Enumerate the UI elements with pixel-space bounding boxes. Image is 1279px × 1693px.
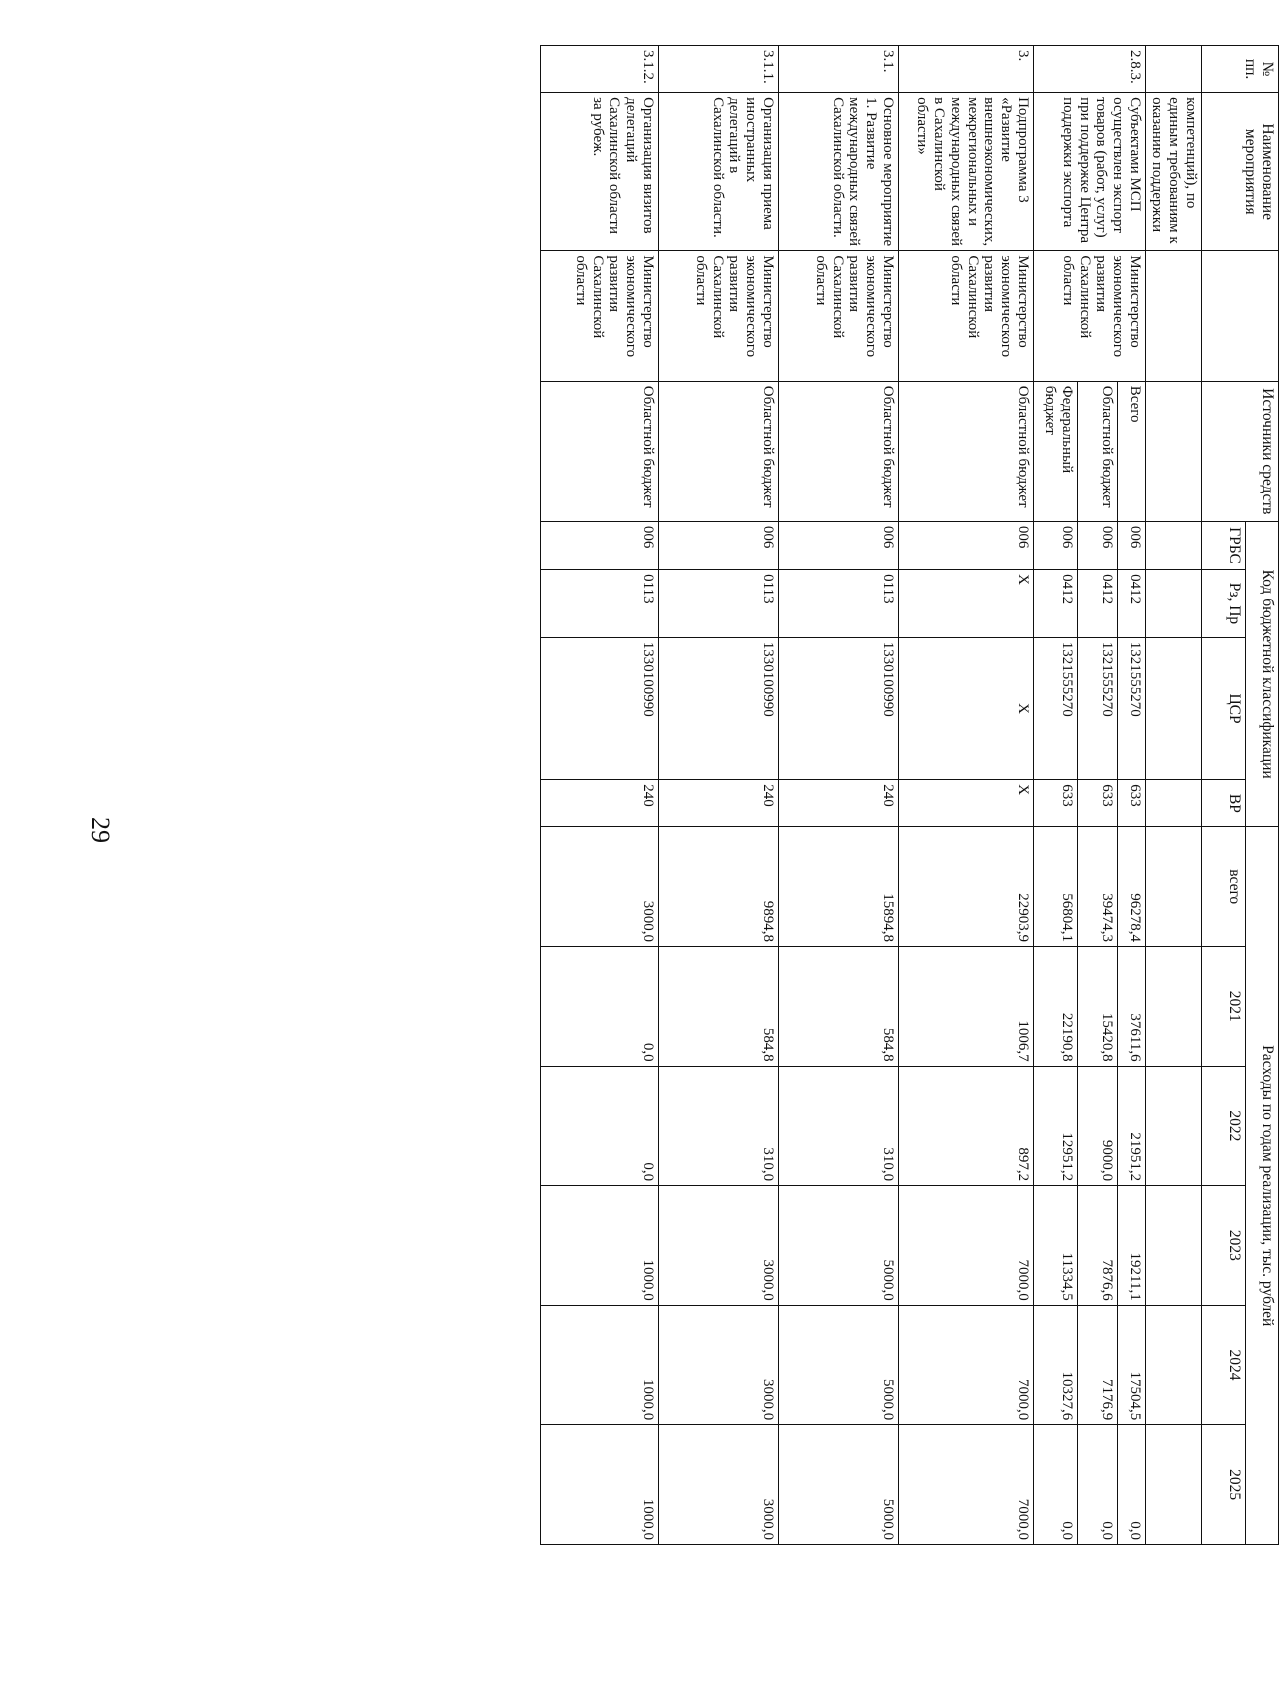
year-2023-cell: 1000,0 <box>541 1186 659 1306</box>
year-2025-cell: 7000,0 <box>899 1425 1034 1545</box>
year-2021-cell: 15420,8 <box>1078 947 1118 1067</box>
executor-cell: Министерство экономического развития Сахалинской области <box>899 251 1034 381</box>
col-grbs-header: ГРБС <box>1202 521 1246 569</box>
year-2024-cell: 5000,0 <box>779 1305 899 1425</box>
rotated-page <box>209 45 1279 1545</box>
table-row <box>659 46 779 1545</box>
grbs-cell: 006 <box>899 521 1034 569</box>
year-2025-cell: 5000,0 <box>779 1425 899 1545</box>
year-2021-cell: 1006,7 <box>899 947 1034 1067</box>
event-name-cell: Основное мероприятие 1. Развитие международных связей Сахалинской области. <box>779 93 899 251</box>
csr-cell: 1321555270 <box>1034 637 1078 780</box>
col-year-2024-header: 2024 <box>1202 1305 1246 1425</box>
col-year-2025-header: 2025 <box>1202 1425 1246 1545</box>
year-2023-cell: 11334,5 <box>1034 1186 1078 1306</box>
total-cell: 96278,4 <box>1118 827 1146 947</box>
executor-cell: Министерство экономического развития Сахалинской области <box>541 251 659 381</box>
table-row <box>541 46 659 1545</box>
csr-cell: 1321555270 <box>1078 637 1118 780</box>
vr-cell: 240 <box>659 780 779 827</box>
row-number-cell: 3.1. <box>779 46 899 93</box>
source-cell: Всего <box>1118 381 1146 521</box>
executor-cell: Министерство экономического развития Сахалинской области <box>779 251 899 381</box>
vr-cell: 633 <box>1078 780 1118 827</box>
vr-cell: 240 <box>541 780 659 827</box>
csr-cell: 1321555270 <box>1118 637 1146 780</box>
year-2024-cell: 17504,5 <box>1118 1305 1146 1425</box>
col-source-header: Источники средств <box>1202 381 1279 521</box>
col-executor-header <box>1202 251 1279 381</box>
year-2021-cell: 0,0 <box>541 947 659 1067</box>
year-2025-cell: 0,0 <box>1118 1425 1146 1545</box>
total-cell: 9894,8 <box>659 827 779 947</box>
year-2022-cell: 310,0 <box>779 1066 899 1186</box>
total-cell: 3000,0 <box>541 827 659 947</box>
rzpr-cell: 0412 <box>1078 570 1118 638</box>
source-cell: Областной бюджет <box>779 381 899 521</box>
rzpr-cell: 0412 <box>1118 570 1146 638</box>
rzpr-cell: 0412 <box>1034 570 1078 638</box>
total-cell: 56804,1 <box>1034 827 1078 947</box>
year-2025-cell: 0,0 <box>1078 1425 1118 1545</box>
year-2024-cell: 10327,6 <box>1034 1305 1078 1425</box>
rzpr-cell: Х <box>899 570 1034 638</box>
year-2023-cell: 7000,0 <box>899 1186 1034 1306</box>
csr-cell: 1330100990 <box>779 637 899 780</box>
vr-cell: Х <box>899 780 1034 827</box>
source-cell: Областной бюджет <box>899 381 1034 521</box>
page-number: 29 <box>86 817 115 843</box>
col-year-2023-header: 2023 <box>1202 1186 1246 1306</box>
vr-cell: 240 <box>779 780 899 827</box>
vr-cell: 633 <box>1034 780 1078 827</box>
year-2021-cell: 37611,6 <box>1118 947 1146 1067</box>
row-number-cell: 3. <box>899 46 1034 93</box>
col-year-2021-header: 2021 <box>1202 947 1246 1067</box>
total-cell: 22903,9 <box>899 827 1034 947</box>
year-2022-cell: 12951,2 <box>1034 1066 1078 1186</box>
event-name-cell: Субъектами МСП осуществлен экспорт товаров (работ, услуг) при поддержке Центра поддержки экспорта <box>1034 93 1146 251</box>
year-2025-cell: 1000,0 <box>541 1425 659 1545</box>
csr-cell: Х <box>899 637 1034 780</box>
year-2022-cell: 0,0 <box>541 1066 659 1186</box>
col-total-header: всего <box>1202 827 1246 947</box>
year-2022-cell: 9000,0 <box>1078 1066 1118 1186</box>
year-2022-cell: 897,2 <box>899 1066 1034 1186</box>
rzpr-cell: 0113 <box>659 570 779 638</box>
grbs-cell: 006 <box>1118 521 1146 569</box>
year-2025-cell: 3000,0 <box>659 1425 779 1545</box>
event-name-cell: Организация приема иностранных делегаций в Сахалинской области. <box>659 93 779 251</box>
rzpr-cell: 0113 <box>779 570 899 638</box>
vr-cell: 633 <box>1118 780 1146 827</box>
total-cell: 15894,8 <box>779 827 899 947</box>
col-expenses-header: Расходы по годам реализации, тыс. рублей <box>1246 827 1279 1545</box>
grbs-cell: 006 <box>541 521 659 569</box>
year-2021-cell: 584,8 <box>779 947 899 1067</box>
csr-cell: 1330100990 <box>659 637 779 780</box>
col-vr-header: ВР <box>1202 780 1246 827</box>
continuation-name-cell: компетенций), по единым требованиям к оказанию поддержки <box>1146 93 1202 251</box>
executor-cell: Министерство экономического развития Сахалинской области <box>659 251 779 381</box>
row-number-cell: 3.1.2. <box>541 46 659 93</box>
event-name-cell: Подпрограмма 3 «Развитие внешнеэкономических, межрегиональных и международных связей в Сахалинской области» <box>899 93 1034 251</box>
csr-cell: 1330100990 <box>541 637 659 780</box>
row-number-cell: 2.8.3. <box>1034 46 1146 93</box>
executor-cell: Министерство экономического развития Сахалинской области <box>1034 251 1146 381</box>
year-2025-cell: 0,0 <box>1034 1425 1078 1545</box>
year-2023-cell: 3000,0 <box>659 1186 779 1306</box>
rzpr-cell: 0113 <box>541 570 659 638</box>
col-budget-code-header: Код бюджетной классификации <box>1246 521 1279 827</box>
budget-table <box>540 45 1279 1545</box>
table-row <box>899 46 1034 1545</box>
year-2023-cell: 5000,0 <box>779 1186 899 1306</box>
col-rzpr-header: Рз, Пр <box>1202 570 1246 638</box>
col-csr-header: ЦСР <box>1202 637 1246 780</box>
year-2021-cell: 22190,8 <box>1034 947 1078 1067</box>
year-2024-cell: 7176,9 <box>1078 1305 1118 1425</box>
source-cell: Областной бюджет <box>659 381 779 521</box>
event-name-cell: Организация визитов делегаций Сахалинской области за рубеж. <box>541 93 659 251</box>
year-2024-cell: 3000,0 <box>659 1305 779 1425</box>
col-no-header: № пп. <box>1202 46 1279 93</box>
year-2021-cell: 584,8 <box>659 947 779 1067</box>
year-2024-cell: 7000,0 <box>899 1305 1034 1425</box>
grbs-cell: 006 <box>1078 521 1118 569</box>
year-2023-cell: 7876,6 <box>1078 1186 1118 1306</box>
year-2024-cell: 1000,0 <box>541 1305 659 1425</box>
table-row-continuation <box>1146 46 1202 1545</box>
grbs-cell: 006 <box>779 521 899 569</box>
grbs-cell: 006 <box>659 521 779 569</box>
grbs-cell: 006 <box>1034 521 1078 569</box>
col-name-header: Наименование мероприятия <box>1202 93 1279 251</box>
col-year-2022-header: 2022 <box>1202 1066 1246 1186</box>
year-2023-cell: 19211,1 <box>1118 1186 1146 1306</box>
total-cell: 39474,3 <box>1078 827 1118 947</box>
table-row <box>779 46 899 1545</box>
row-number-cell: 3.1.1. <box>659 46 779 93</box>
year-2022-cell: 310,0 <box>659 1066 779 1186</box>
source-cell: Областной бюджет <box>1078 381 1118 521</box>
source-cell: Федеральный бюджет <box>1034 381 1078 521</box>
year-2022-cell: 21951,2 <box>1118 1066 1146 1186</box>
source-cell: Областной бюджет <box>541 381 659 521</box>
table-row <box>1118 46 1146 1545</box>
